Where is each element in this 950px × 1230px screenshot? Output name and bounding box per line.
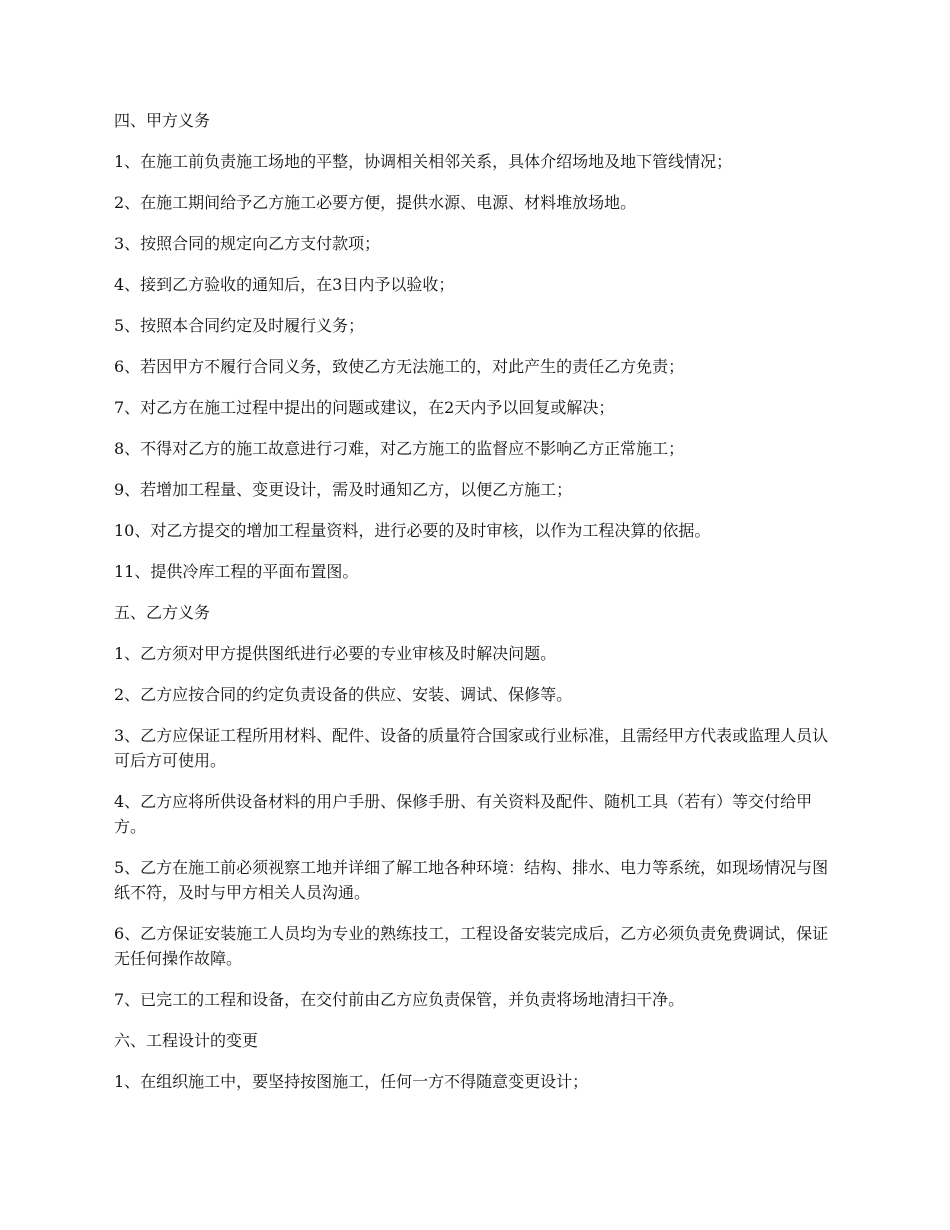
document-page	[114, 108, 830, 1110]
list-item: 8、不得对乙方的施工故意进行刁难，对乙方施工的监督应不影响乙方正常施工；	[114, 439, 685, 458]
list-item: 3、按照合同的规定向乙方支付款项；	[114, 234, 381, 253]
list-item: 7、对乙方在施工过程中提出的问题或建议，在2天内予以回复或解决；	[114, 398, 615, 417]
list-item: 11、提供冷库工程的平面布置图。	[114, 562, 359, 581]
list-item: 5、乙方在施工前必须视察工地并详细了解工地各种环境：结构、排水、电力等系统，如现场情况与图纸不符，及时与甲方相关人员沟通。	[114, 858, 829, 902]
list-item: 2、乙方应按合同的约定负责设备的供应、安装、调试、保修等。	[114, 685, 573, 704]
list-item: 2、在施工期间给予乙方施工必要方便，提供水源、电源、材料堆放场地。	[114, 193, 637, 212]
list-item: 9、若增加工程量、变更设计，需及时通知乙方，以便乙方施工；	[114, 480, 573, 499]
section-heading-party-a-obligations: 四、甲方义务	[114, 111, 211, 130]
list-item: 1、在施工前负责施工场地的平整，协调相关相邻关系，具体介绍场地及地下管线情况；	[114, 152, 733, 171]
list-item: 1、在组织施工中，要坚持按图施工，任何一方不得随意变更设计；	[114, 1072, 589, 1091]
section-heading-design-changes: 六、工程设计的变更	[114, 1031, 259, 1050]
list-item: 1、乙方须对甲方提供图纸进行必要的专业审核及时解决问题。	[114, 644, 557, 663]
list-item: 3、乙方应保证工程所用材料、配件、设备的质量符合国家或行业标准，且需经甲方代表或监理人员认可后方可使用。	[114, 726, 829, 770]
list-item: 6、乙方保证安装施工人员均为专业的熟练技工，工程设备安装完成后，乙方必须负责免费调试，保证无任何操作故障。	[114, 924, 829, 968]
list-item: 4、乙方应将所供设备材料的用户手册、保修手册、有关资料及配件、随机工具（若有）等交付给甲方。	[114, 792, 813, 836]
list-item: 7、已完工的工程和设备，在交付前由乙方应负责保管，并负责将场地清扫干净。	[114, 990, 685, 1009]
list-item: 10、对乙方提交的增加工程量资料，进行必要的及时审核，以作为工程决算的依据。	[114, 521, 711, 540]
list-item: 6、若因甲方不履行合同义务，致使乙方无法施工的，对此产生的责任乙方免责；	[114, 357, 685, 376]
section-heading-party-b-obligations: 五、乙方义务	[114, 603, 211, 622]
list-item: 5、按照本合同约定及时履行义务；	[114, 316, 365, 335]
list-item: 4、接到乙方验收的通知后，在3日内予以验收；	[114, 275, 455, 294]
